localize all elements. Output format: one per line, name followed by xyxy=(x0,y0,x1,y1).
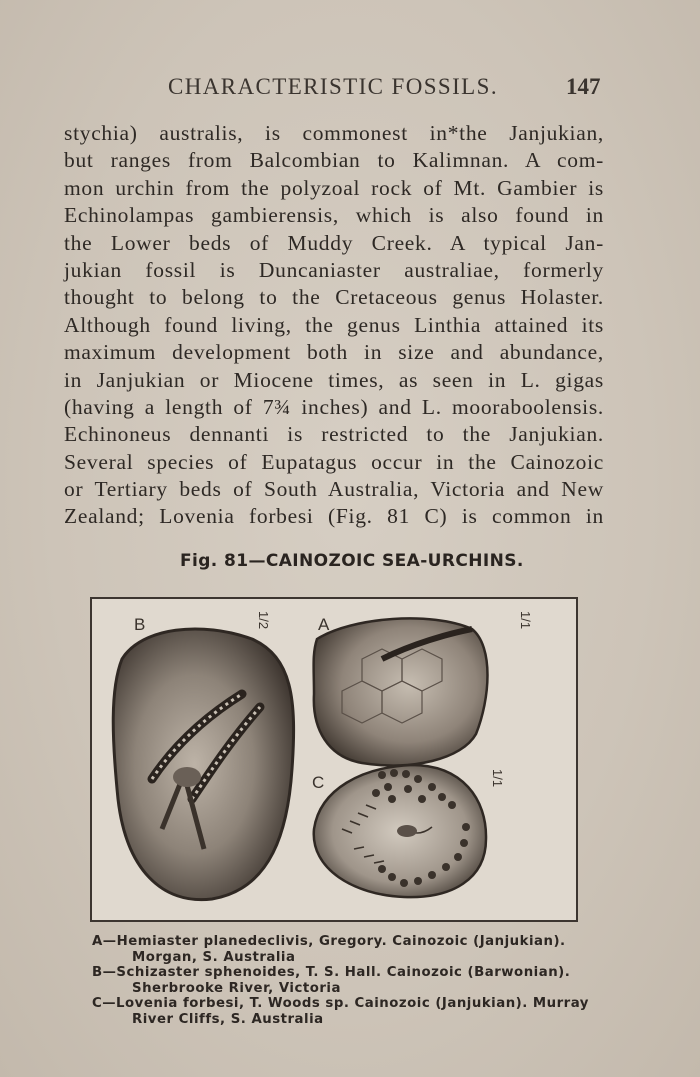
label-a: A xyxy=(318,615,330,634)
text-line: the Lower beds of Muddy Creek. A typical Jan- xyxy=(64,230,604,255)
caption-line: A—Hemiaster planedeclivis, Gregory. Cainozoic (Janjukian). xyxy=(92,934,566,949)
scale-a: 1/1 xyxy=(518,611,533,630)
page-number: 147 xyxy=(566,74,601,99)
label-c: C xyxy=(312,773,325,792)
running-head: CHARACTERISTIC FOSSILS. xyxy=(168,74,498,99)
text-line: Although found living, the genus Linthia attained its xyxy=(64,312,604,337)
scale-b: 1/2 xyxy=(256,611,271,630)
text-line: (having a length of 7¾ inches) and L. mooraboolensis. xyxy=(64,394,604,419)
body-text xyxy=(64,120,604,531)
text-line: mon urchin from the polyzoal rock of Mt. Gambier is xyxy=(64,175,604,200)
text-line: or Tertiary beds of South Australia, Victoria and New xyxy=(64,477,604,502)
caption-line: C—Lovenia forbesi, T. Woods sp. Cainozoic (Janjukian). Murray xyxy=(92,996,589,1011)
label-b: B xyxy=(134,615,146,634)
scale-c: 1/1 xyxy=(490,769,505,788)
specimen-c xyxy=(314,765,486,897)
caption-line: Morgan, S. Australia xyxy=(132,949,296,965)
text-line: Zealand; Lovenia forbesi (Fig. 81 C) is common in xyxy=(64,504,604,529)
text-line: stychia) australis, is commonest in*the Janjukian, xyxy=(64,121,604,145)
fossil-illustration xyxy=(92,599,576,920)
text-line: Echinolampas gambierensis, which is also found in xyxy=(64,203,604,228)
text-line: Several species of Eupatagus occur in the Cainozoic xyxy=(64,449,604,474)
figure-title: Fig. 81—CAINOZOIC SEA-URCHINS. xyxy=(180,551,524,571)
specimen-b xyxy=(113,629,293,900)
page-header xyxy=(0,74,700,104)
text-line: but ranges from Balcombian to Kalimnan. A com- xyxy=(64,148,604,173)
caption-line: B—Schizaster sphenoides, T. S. Hall. Cainozoic (Barwonian). xyxy=(92,965,571,980)
text-line: maximum development both in size and abundance, xyxy=(64,340,604,365)
text-line: jukian fossil is Duncaniaster australiae, formerly xyxy=(64,257,604,282)
text-line: thought to belong to the Cretaceous genus Holaster. xyxy=(64,285,604,310)
caption-line: River Cliffs, S. Australia xyxy=(132,1011,324,1027)
figure-caption xyxy=(92,934,592,1027)
specimen-a xyxy=(314,618,488,765)
text-line: in Janjukian or Miocene times, as seen in L. gigas xyxy=(64,367,604,392)
caption-line: Sherbrooke River, Victoria xyxy=(132,980,341,996)
fossil-figure xyxy=(90,597,578,922)
text-line: Echinoneus dennanti is restricted to the Janjukian. xyxy=(64,422,604,447)
